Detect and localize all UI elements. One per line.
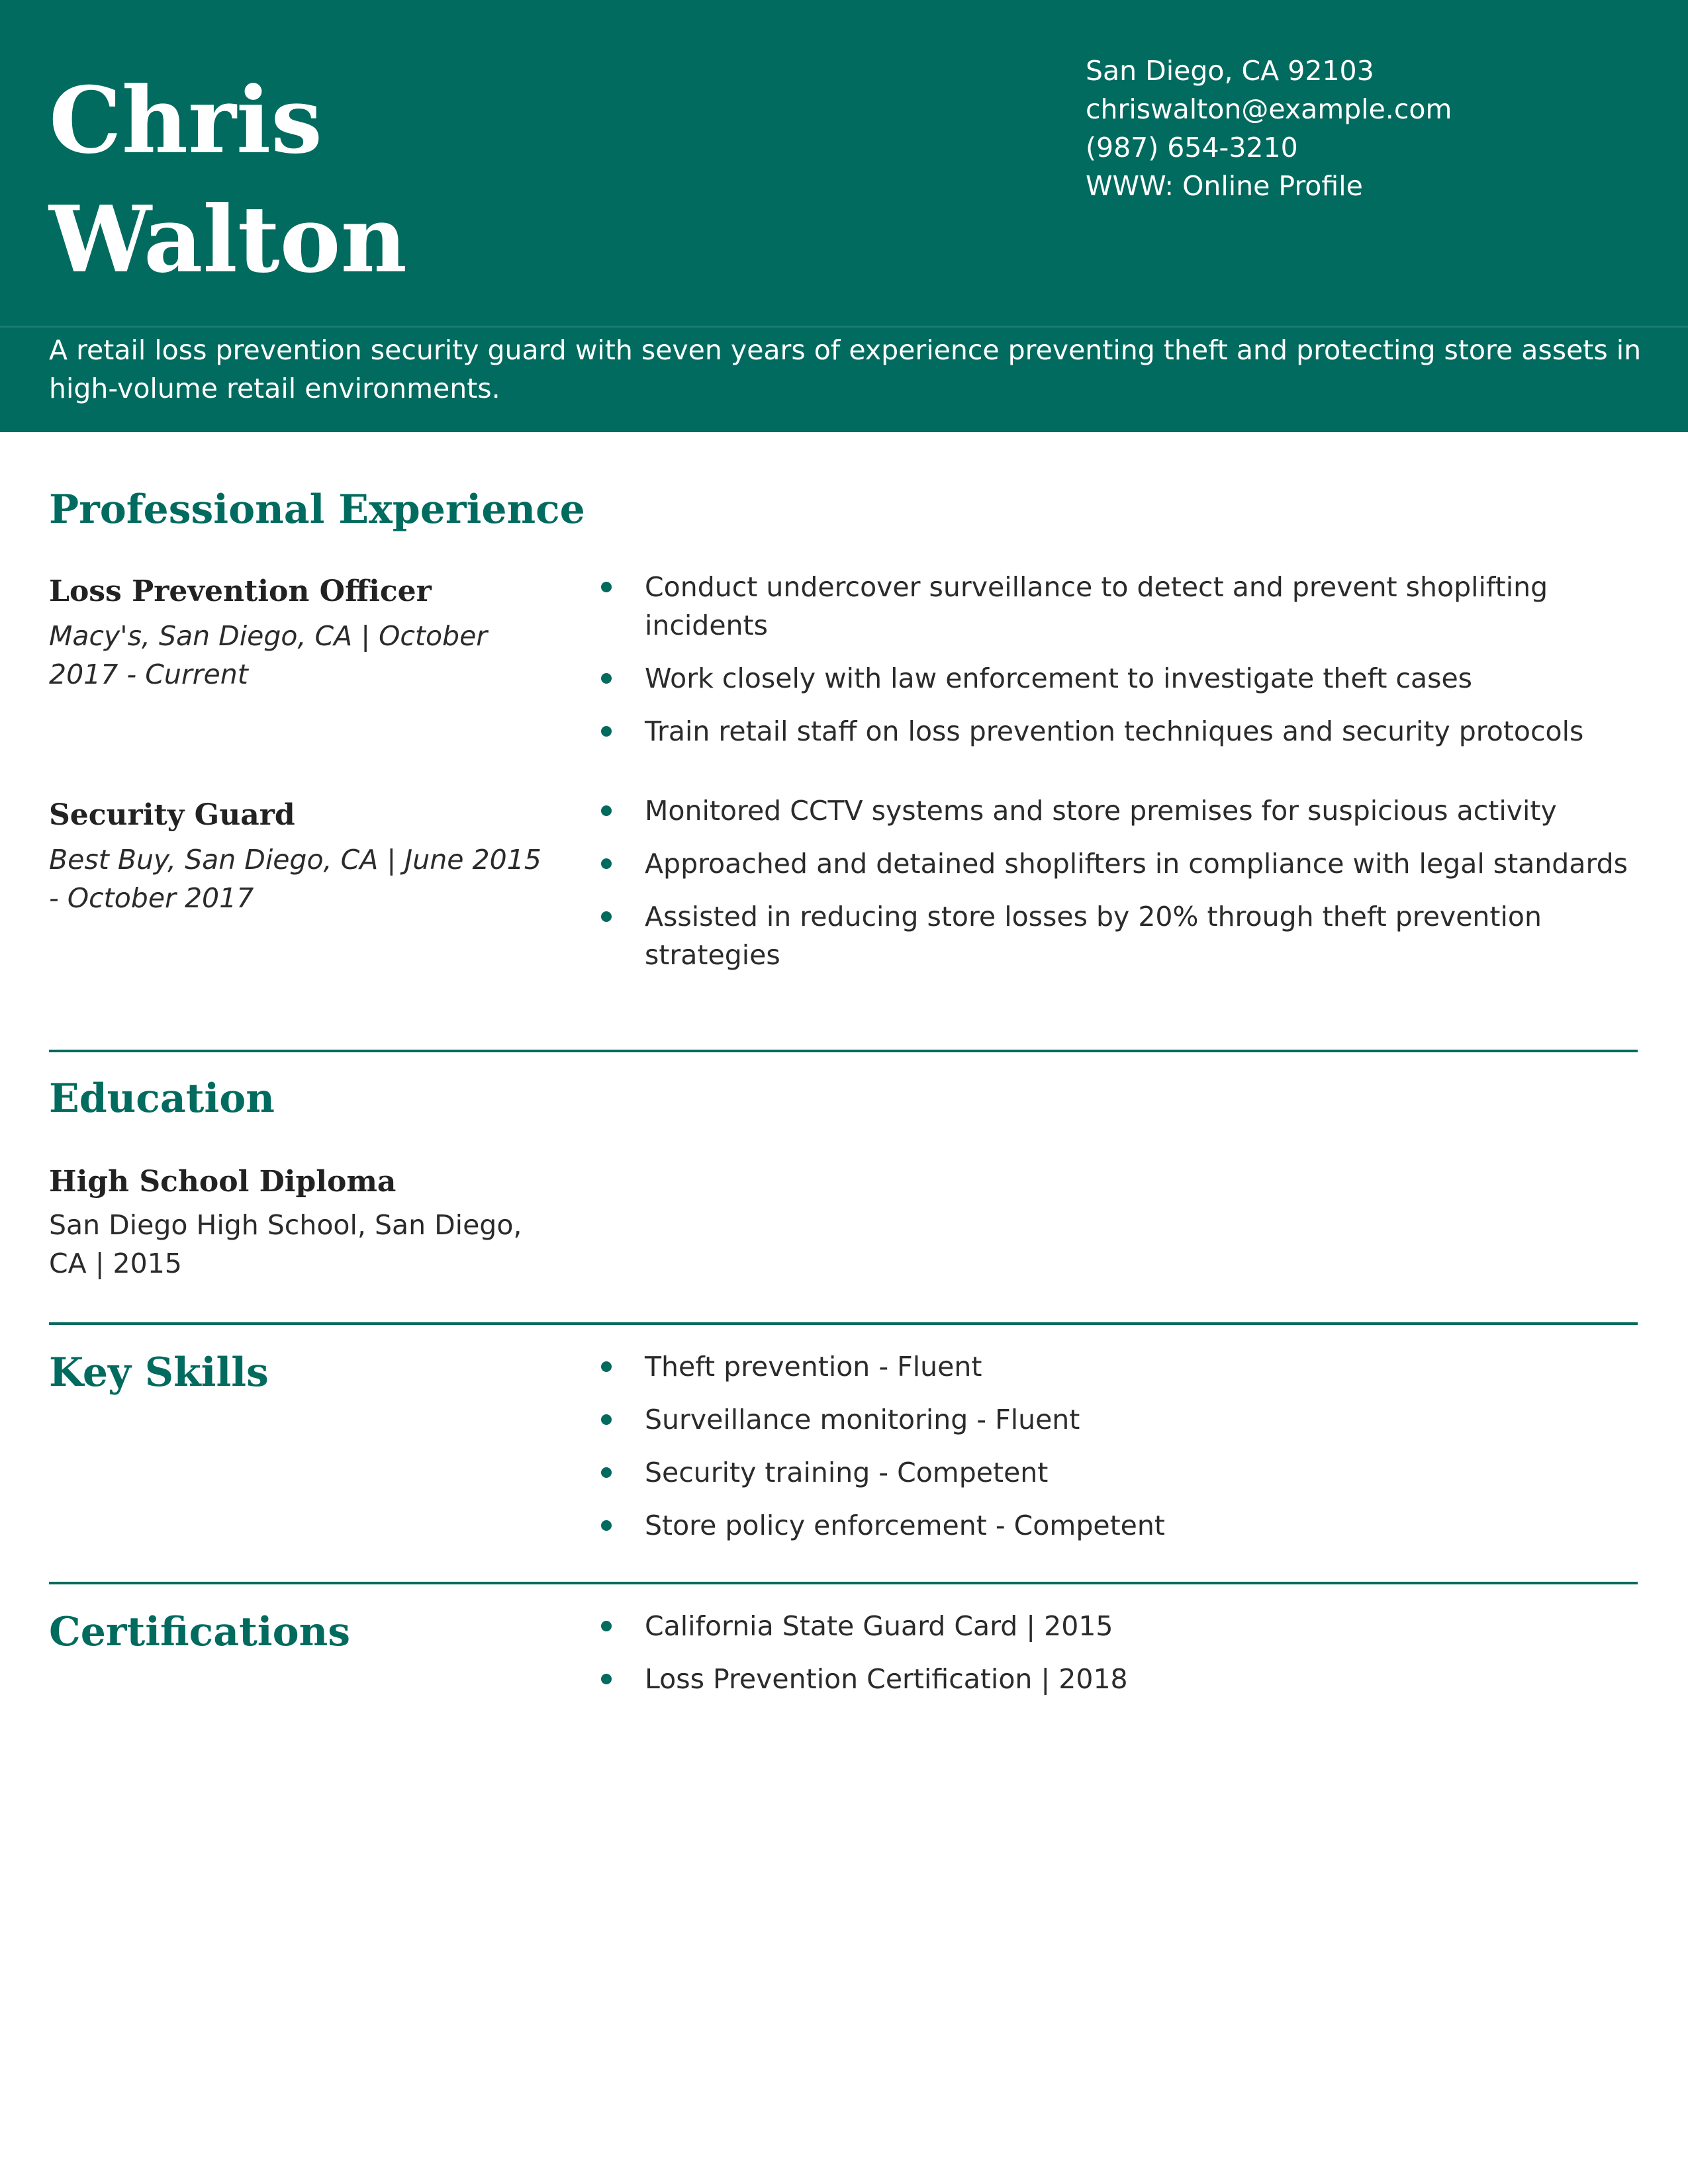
bullet-dot-icon [601, 911, 612, 922]
list-item [598, 712, 1631, 751]
list-item [598, 1347, 1631, 1386]
contact-email[interactable]: chriswalton@example.com [1086, 93, 1452, 125]
section-title-experience: Professional Experience [49, 486, 585, 533]
job-bullets [598, 568, 1631, 765]
bullet-dot-icon [601, 1520, 612, 1531]
skill-text: Theft prevention - Fluent [645, 1351, 982, 1383]
skills-list [598, 1347, 1631, 1559]
job-meta: Best Buy, San Diego, CA | June 2015 - October 2017 [49, 844, 541, 914]
list-item [598, 1453, 1631, 1492]
certifications-list [598, 1607, 1631, 1713]
contact-phone: (987) 654-3210 [1086, 132, 1298, 163]
skill-text: Security training - Competent [645, 1457, 1049, 1488]
bullet-dot-icon [601, 1621, 612, 1631]
section-title-certifications: Certifications [49, 1609, 351, 1655]
section-title-education: Education [49, 1075, 275, 1122]
contact-address: San Diego, CA 92103 [1086, 55, 1374, 87]
list-item [598, 1400, 1631, 1439]
skill-text: Store policy enforcement - Competent [645, 1510, 1165, 1541]
header-banner [0, 0, 1688, 326]
skill-text: Surveillance monitoring - Fluent [645, 1404, 1080, 1435]
list-item [598, 1660, 1631, 1698]
contact-info [1086, 52, 1452, 205]
professional-summary: A retail loss prevention security guard with seven years of experience preventing theft and protecting store assets in high-volume retail environments. [49, 334, 1642, 404]
bullet-dot-icon [601, 1674, 612, 1684]
bullet-text: Work closely with law enforcement to investigate theft cases [645, 662, 1473, 694]
list-item [598, 792, 1631, 830]
candidate-name [49, 61, 407, 299]
bullet-dot-icon [601, 805, 612, 816]
job-meta: Macy's, San Diego, CA | October 2017 - Current [49, 620, 488, 690]
section-divider [49, 1582, 1638, 1584]
list-item [598, 844, 1631, 883]
education-meta: San Diego High School, San Diego, CA | 2015 [49, 1209, 522, 1279]
first-name: Chris [49, 66, 322, 174]
contact-website[interactable]: WWW: Online Profile [1086, 170, 1363, 202]
bullet-text: Train retail staff on loss prevention techniques and security protocols [645, 715, 1584, 747]
certification-text: Loss Prevention Certification | 2018 [645, 1663, 1128, 1695]
job-title: Loss Prevention Officer [49, 574, 432, 608]
bullet-dot-icon [601, 1361, 612, 1372]
job-bullets [598, 792, 1631, 989]
job-title: Security Guard [49, 798, 295, 832]
section-divider [49, 1050, 1638, 1052]
list-item [598, 1506, 1631, 1545]
section-title-skills: Key Skills [49, 1349, 269, 1396]
list-item [598, 897, 1631, 974]
bullet-text: Conduct undercover surveillance to detect and prevent shoplifting incidents [645, 571, 1548, 641]
bullet-dot-icon [601, 1467, 612, 1478]
list-item [598, 568, 1631, 645]
last-name: Walton [49, 185, 407, 293]
bullet-dot-icon [601, 582, 612, 592]
bullet-dot-icon [601, 673, 612, 684]
bullet-text: Approached and detained shoplifters in compliance with legal standards [645, 848, 1628, 880]
bullet-dot-icon [601, 1414, 612, 1425]
list-item [598, 659, 1631, 698]
certification-text: California State Guard Card | 2015 [645, 1610, 1113, 1642]
bullet-dot-icon [601, 726, 612, 737]
bullet-text: Assisted in reducing store losses by 20% through theft prevention strategies [645, 901, 1542, 971]
section-divider [49, 1322, 1638, 1325]
bullet-text: Monitored CCTV systems and store premises for suspicious activity [645, 795, 1557, 827]
bullet-dot-icon [601, 858, 612, 869]
education-degree: High School Diploma [49, 1165, 397, 1199]
list-item [598, 1607, 1631, 1645]
